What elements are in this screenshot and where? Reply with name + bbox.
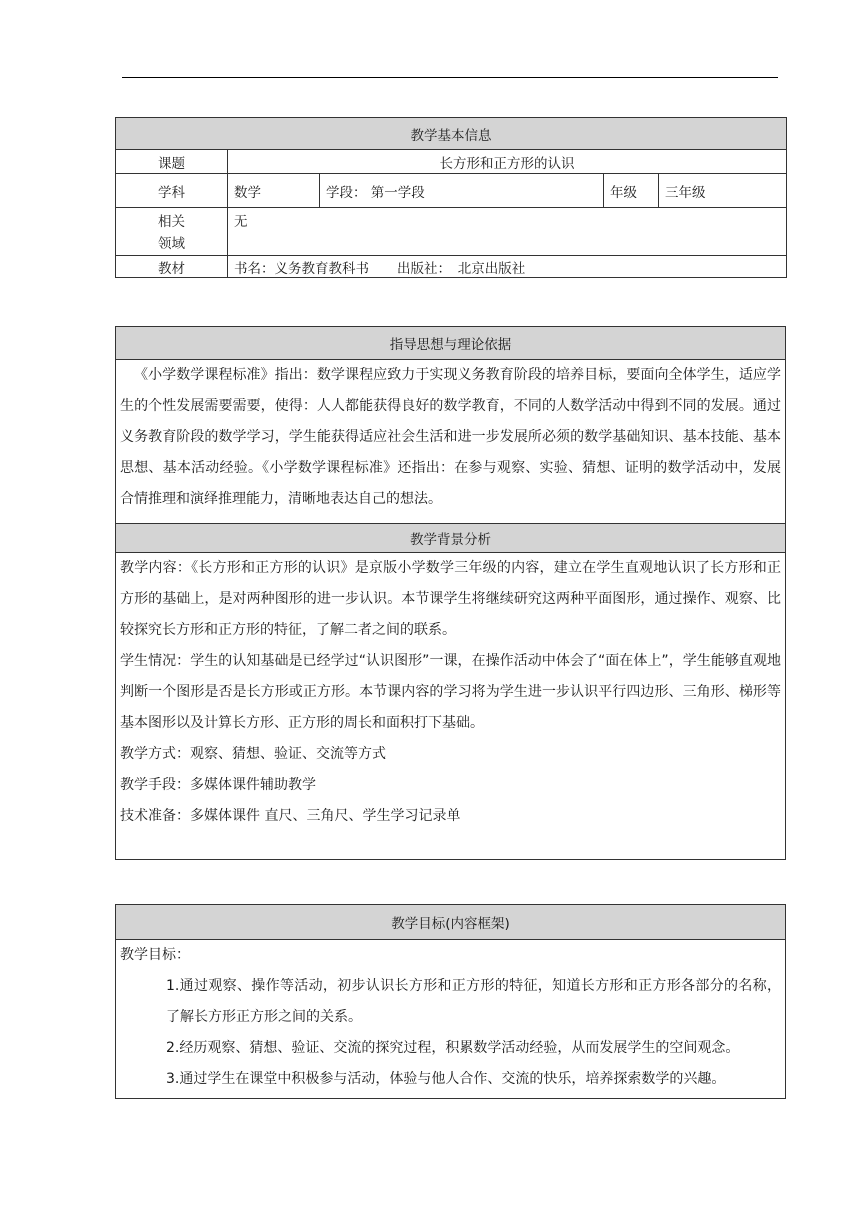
objectives-table [115,904,786,1099]
field-label [116,208,228,256]
guidance-body [116,360,786,524]
textbook-label: 教材 [116,256,228,278]
background-means: 教学手段：多媒体课件辅助教学 [120,777,316,793]
field-label-line-2: 领域 [158,236,185,252]
background-body [116,553,786,860]
background-content: 教学内容：《长方形和正方形的认识》是京版小学数学三年级的内容，建立在学生直观地认识了长方形和正方形的基础上，是对两种图形的进一步认识。本节课学生将继续研究这两种平面图形，通过操作、观察、比较探究长方形和正方形的特征，了解二者之间的联系。 [120,560,781,638]
grade-value: 三年级 [659,174,787,208]
stage-cell [320,174,604,208]
guidance-title: 指导思想与理论依据 [116,327,786,360]
background-method: 教学方式：观察、猜想、验证、交流等方式 [120,746,386,762]
guidance-background-table [115,326,786,860]
topic-label: 课题 [116,150,228,174]
field-value: 无 [228,208,787,256]
background-title: 教学背景分析 [116,524,786,553]
textbook-value [228,256,787,278]
objectives-label: 教学目标： [120,947,190,963]
stage-label: 学段： [326,184,367,201]
grade-label: 年级 [604,174,659,208]
background-students: 学生情况：学生的认知基础是已经学过“认识图形”一课，在操作活动中体会了“面在体上”，学生能够直观地判断一个图形是否是长方形或正方形。本节课内容的学习将为学生进一步认识平行四边形、三角形、梯形等基本图形以及计算长方形、正方形的周长和面积打下基础。 [120,653,781,731]
stage-value: 第一学段 [370,184,425,201]
textbook-name: 书名：义务教育教科书 [234,260,369,277]
background-prep: 技术准备：多媒体课件 直尺、三角尺、学生学习记录单 [120,808,461,824]
field-label-line-1: 相关 [158,214,185,230]
objective-item-2: 2.经历观察、猜想、验证、交流的探究过程，积累数学活动经验，从而发展学生的空间观念。 [166,1040,740,1056]
guidance-text: 《小学数学课程标准》指出：数学课程应致力于实现义务教育阶段的培养目标，要面向全体学生，适应学生的个性发展需要需要，使得：人人都能获得良好的数学教育，不同的人数学活动中得到不同的发展。通过义务教育阶段的数学学习，学生能获得适应社会生活和进一步发展所必须的数学基础知识、基本技能、基本思想、基本活动经验。《小学数学课程标准》还指出：在参与观察、实验、猜想、证明的数学活动中，发展合情推理和演绎推理能力，清晰地表达自己的想法。 [120,367,781,507]
publisher: 出版社： 北京出版社 [397,260,526,277]
objectives-body [116,940,786,1099]
objectives-title: 教学目标(内容框架) [116,905,786,940]
subject-label: 学科 [116,174,228,208]
header-rule [122,77,778,78]
subject-value: 数学 [228,174,320,208]
objective-item-1: 1.通过观察、操作等活动，初步认识长方形和正方形的特征，知道长方形和正方形各部分的名称，了解长方形正方形之间的关系。 [166,978,781,1025]
topic-value: 长方形和正方形的认识 [228,150,787,174]
basic-info-table [115,117,787,278]
objective-item-3: 3.通过学生在课堂中积极参与活动，体验与他人合作、交流的快乐，培养探索数学的兴趣。 [166,1071,726,1087]
basic-info-title: 教学基本信息 [116,118,787,150]
